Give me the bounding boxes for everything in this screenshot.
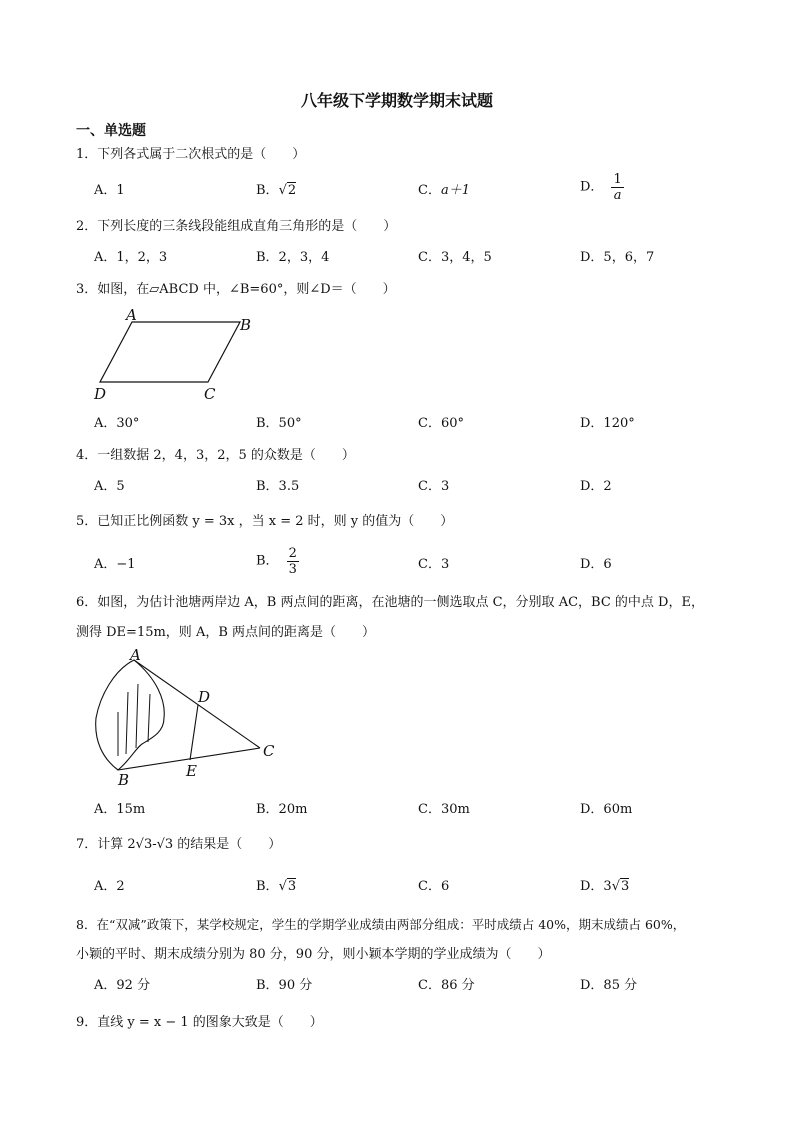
q1-option-a: A．1 <box>94 183 125 198</box>
question-3-stem: 3．如图，在▱ABCD 中，∠B=60°，则∠D＝（ ） <box>76 282 396 297</box>
q7-option-b: B．√3 <box>256 879 297 894</box>
pond-hatch-2 <box>126 692 128 754</box>
question-6-stem-line1: 6．如图，为估计池塘两岸边 A，B 两点间的距离，在池塘的一侧选取点 C，分别取 AC，BC 的中点 D，E， <box>76 595 704 610</box>
q6-option-b: B．20m <box>256 802 308 817</box>
q5-option-d: D．6 <box>580 557 612 572</box>
q7-option-d: D．3√3 <box>580 879 630 894</box>
q5-option-b: B． $\frac{2}{3}$ <box>256 546 297 577</box>
label-E: E <box>186 762 197 780</box>
q8-option-a: A．92 分 <box>94 978 151 993</box>
pond-outline <box>96 660 165 770</box>
q5-option-a: A．−1 <box>94 557 136 572</box>
segment-DE <box>190 705 198 760</box>
segment-AC <box>134 660 260 748</box>
question-8-stem-line2: 小颖的平时、期末成绩分别为 80 分，90 分，则小颖本学期的学业成绩为（ ） <box>76 947 551 962</box>
question-4-stem: 4．一组数据 2，4，3，2，5 的众数是（ ） <box>76 448 355 463</box>
q4-option-c: C．3 <box>418 479 450 494</box>
pond-hatch-4 <box>148 694 150 742</box>
q4-option-a: A．5 <box>94 479 125 494</box>
q6-option-c: C．30m <box>418 802 470 817</box>
label-A: A <box>126 306 137 324</box>
parallelogram-shape <box>100 322 240 382</box>
q4-option-b: B．3.5 <box>256 479 300 494</box>
label-B: B <box>240 316 252 334</box>
label-D: D <box>198 688 211 706</box>
question-5-stem: 5．已知正比例函数 y = 3x ，当 x = 2 时，则 y 的值为（ ） <box>76 514 454 529</box>
q3-option-a: A．30° <box>94 416 140 431</box>
question-2-stem: 2．下列长度的三条线段能组成直角三角形的是（ ） <box>76 219 397 234</box>
q8-option-d: D．85 分 <box>580 978 638 993</box>
label-D: D <box>94 385 107 403</box>
q2-option-b: B．2，3，4 <box>256 250 330 265</box>
q4-option-d: D．2 <box>580 479 612 494</box>
label-C: C <box>263 742 275 760</box>
label-B: B <box>118 771 130 788</box>
q1-option-d: D． $\frac{1}{a}$ <box>580 172 622 203</box>
page-title: 八年级下学期数学期末试题 <box>300 91 493 110</box>
q8-option-b: B．90 分 <box>256 978 313 993</box>
question-9-stem: 9．直线 y = x − 1 的图象大致是（ ） <box>76 1015 323 1030</box>
q2-option-d: D．5，6，7 <box>580 250 655 265</box>
q7-option-a: A．2 <box>94 879 125 894</box>
label-A: A <box>130 648 141 664</box>
question-1-stem: 1．下列各式属于二次根式的是（ ） <box>76 147 306 162</box>
q3-option-c: C．60° <box>418 416 464 431</box>
pond-hatch-3 <box>136 684 138 748</box>
label-C: C <box>204 385 216 403</box>
section-heading: 一、单选题 <box>76 123 146 139</box>
q6-option-d: D．60m <box>580 802 633 817</box>
q2-option-a: A．1，2，3 <box>94 250 168 265</box>
q7-option-c: C．6 <box>418 879 450 894</box>
q2-option-c: C．3，4，5 <box>418 250 492 265</box>
q8-option-c: C．86 分 <box>418 978 475 993</box>
q1-option-c: C．a＋1 <box>418 183 470 198</box>
pond-figure <box>88 648 288 788</box>
q3-option-b: B．50° <box>256 416 302 431</box>
parallelogram-figure <box>90 306 270 406</box>
q6-option-a: A．15m <box>94 802 146 817</box>
q3-option-d: D．120° <box>580 416 635 431</box>
question-7-stem: 7．计算 2√3-√3 的结果是（ ） <box>76 837 282 852</box>
q1-option-b: B．√2 <box>256 183 297 198</box>
question-6-stem-line2: 测得 DE=15m，则 A，B 两点间的距离是（ ） <box>76 625 376 640</box>
q5-option-c: C．3 <box>418 557 450 572</box>
question-8-stem-line1: 8．在“双减”政策下，某学校规定，学生的学期学业成绩由两部分组成：平时成绩占 40%，期末成绩占 60%， <box>76 917 686 932</box>
